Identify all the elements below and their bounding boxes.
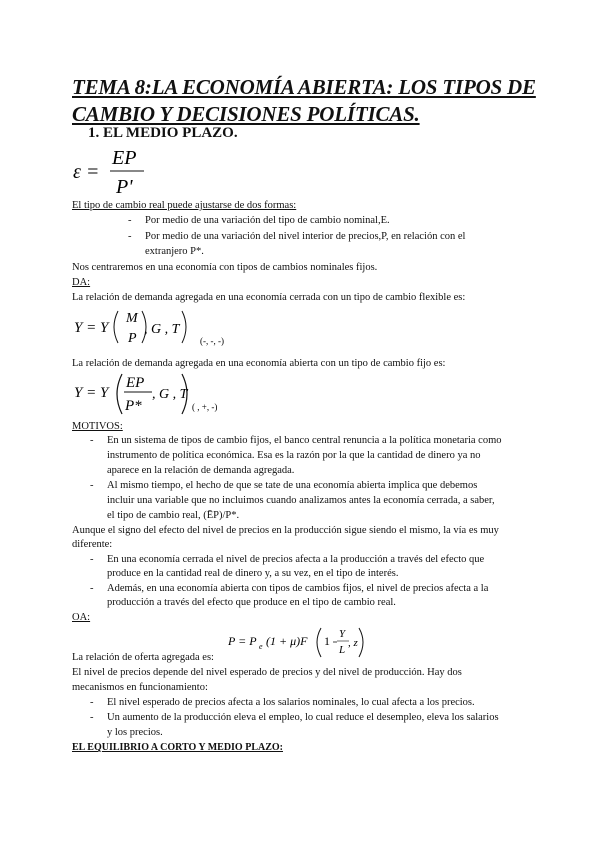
svg-text:, G , T: , G , T xyxy=(152,387,188,402)
list-item-continuation: aparece en la relación de demanda agregada. xyxy=(107,465,295,476)
da-closed-text: La relación de demanda agregada en una economía cerrada con un tipo de cambio flexible es: xyxy=(72,292,466,303)
svg-text:1: 1 xyxy=(324,634,330,648)
svg-text:P: P xyxy=(128,331,137,346)
fixed-rate-line: Nos centraremos en una economía con tipos de cambios nominales fijos. xyxy=(72,262,378,273)
formula-numerator: EP xyxy=(112,147,137,169)
formula-open-economy xyxy=(72,368,272,420)
svg-text:P*: P* xyxy=(125,398,142,414)
list-item-continuation: produce en la cantidad real de dinero y, a su vez, en el tipo de interés. xyxy=(107,568,399,579)
adjust-heading: El tipo de cambio real puede ajustarse de dos formas: xyxy=(72,200,297,211)
formula-real-exchange-rate xyxy=(70,147,170,199)
svg-text:(-, -, -): (-, -, -) xyxy=(200,336,224,346)
svg-text:Y: Y xyxy=(339,628,346,640)
paragraph-line: Aunque el signo del efecto del nivel de precios en la producción sigue siendo el mismo, la vía es muy xyxy=(72,525,499,536)
list-item-continuation: instrumento de política económica. Esa es la razón por la que la cantidad de dinero ya no xyxy=(107,450,481,461)
svg-text:M: M xyxy=(126,311,138,326)
motivos-label: MOTIVOS: xyxy=(72,421,123,432)
svg-text:, z: , z xyxy=(348,637,358,649)
list-item-continuation: incluir una variable que no incluimos cuando analizamos antes la economía cerrada, a saber, xyxy=(107,495,495,506)
page-title: TEMA 8:LA ECONOMÍA ABIERTA: LOS TIPOS DE CAMBIO Y DECISIONES POLÍTICAS. xyxy=(72,75,536,126)
formula-lhs: ε = xyxy=(73,161,100,183)
list-item-continuation: y los precios. xyxy=(107,727,163,738)
section-heading: 1. EL MEDIO PLAZO. xyxy=(88,125,238,141)
oa-label: OA: xyxy=(72,612,91,623)
section-subheading: EL EQUILIBRIO A CORTO Y MEDIO PLAZO: xyxy=(72,742,283,753)
formula-closed-economy xyxy=(72,303,252,349)
formula-denominator: P' xyxy=(116,176,133,198)
da-label: DA: xyxy=(72,277,91,288)
svg-text:L: L xyxy=(339,644,346,656)
paragraph-line: El nivel de precios depende del nivel esperado de precios y del nivel de producción. Hay dos xyxy=(72,667,462,678)
svg-text:, G , T: , G , T xyxy=(144,322,180,337)
list-item-continuation: extranjero P*. xyxy=(145,246,204,257)
svg-text:P = P: P = P xyxy=(228,634,257,648)
da-open-text: La relación de demanda agregada en una economía abierta con un tipo de cambio fijo es: xyxy=(72,358,446,369)
list-item-continuation: el tipo de cambio real, (ĒP)/P*. xyxy=(107,510,240,521)
svg-text:EP: EP xyxy=(126,375,145,391)
svg-text:(1 + μ)F: (1 + μ)F xyxy=(266,634,308,648)
svg-text:Y = Y: Y = Y xyxy=(74,320,109,336)
paragraph-line: mecanismos en funcionamiento: xyxy=(72,682,208,693)
svg-text:Y = Y: Y = Y xyxy=(74,385,109,401)
oa-text: La relación de oferta agregada es: xyxy=(72,652,214,663)
list-item-continuation: producción a través del efecto que produce en el tipo de cambio real. xyxy=(107,597,396,608)
svg-text:( , +, -): ( , +, -) xyxy=(192,402,218,412)
paragraph-line: diferente: xyxy=(72,539,113,550)
document-page: TEMA 8:LA ECONOMÍA ABIERTA: LOS TIPOS DE CAMBIO Y DECISIONES POLÍTICAS. 1. EL MEDIO PLAZO. ε = EP P' El tipo de cambio real puede ajustarse de dos formas: - Por medio de una variación del tipo de cambio nominal,E. - Por medio de una variación del nivel interior de precios,P, en relación con el extranjero P*. Nos centraremos en una economía con tipos de cambios nominales fijos. DA: La relación de demanda agregada en una economía cerrada con un tipo de cambio flexible es: Y = Y M P , G , T (-, -, -) La relación de demanda agregada en una economía abierta con un tipo de cambio fijo es: Y = Y EP P* , G , T ( , +, -) MOTIVOS: - En un sistema de tipos de cambio fijos, el banco central renuncia a la política monetaria como instrumento de política económica. Esa es la razón por la que la cantidad de dinero ya no aparece en la relación de demanda agregada. - Al mismo tiempo, el hecho de que se tate de una economía abierta implica que debemos incluir una variable que no incluimos cuando analizamos antes la economía cerrada, a saber, el tipo de cambio real, (ĒP)/P*. Aunque el signo del efecto del nivel de precios en la producción sigue siendo el mismo, la vía es muy diferente: - En una economía cerrada el nivel de precios afecta a la producción a través del efecto que produce en la cantidad real de dinero y, a su vez, en el tipo de interés. - Además, en una economía abierta con tipos de cambios fijos, el nivel de precios afecta a la producción a través del efecto que produce en el tipo de cambio real. OA: P = P e (1 + μ)F 1 Y L , z La relación de oferta agregada es: El nivel de precios depende del nivel esperado de precios y del nivel de producción. Hay dos mecanismos en funcionamiento: - El nivel esperado de precios afecta a los salarios nominales, lo cual afecta a los precios. - Un aumento de la producción eleva el empleo, lo cual reduce el desempleo, eleva los salarios y los precios. EL EQUILIBRIO A CORTO Y MEDIO PLAZO: xyxy=(0,0,600,848)
svg-text:e: e xyxy=(259,642,263,651)
